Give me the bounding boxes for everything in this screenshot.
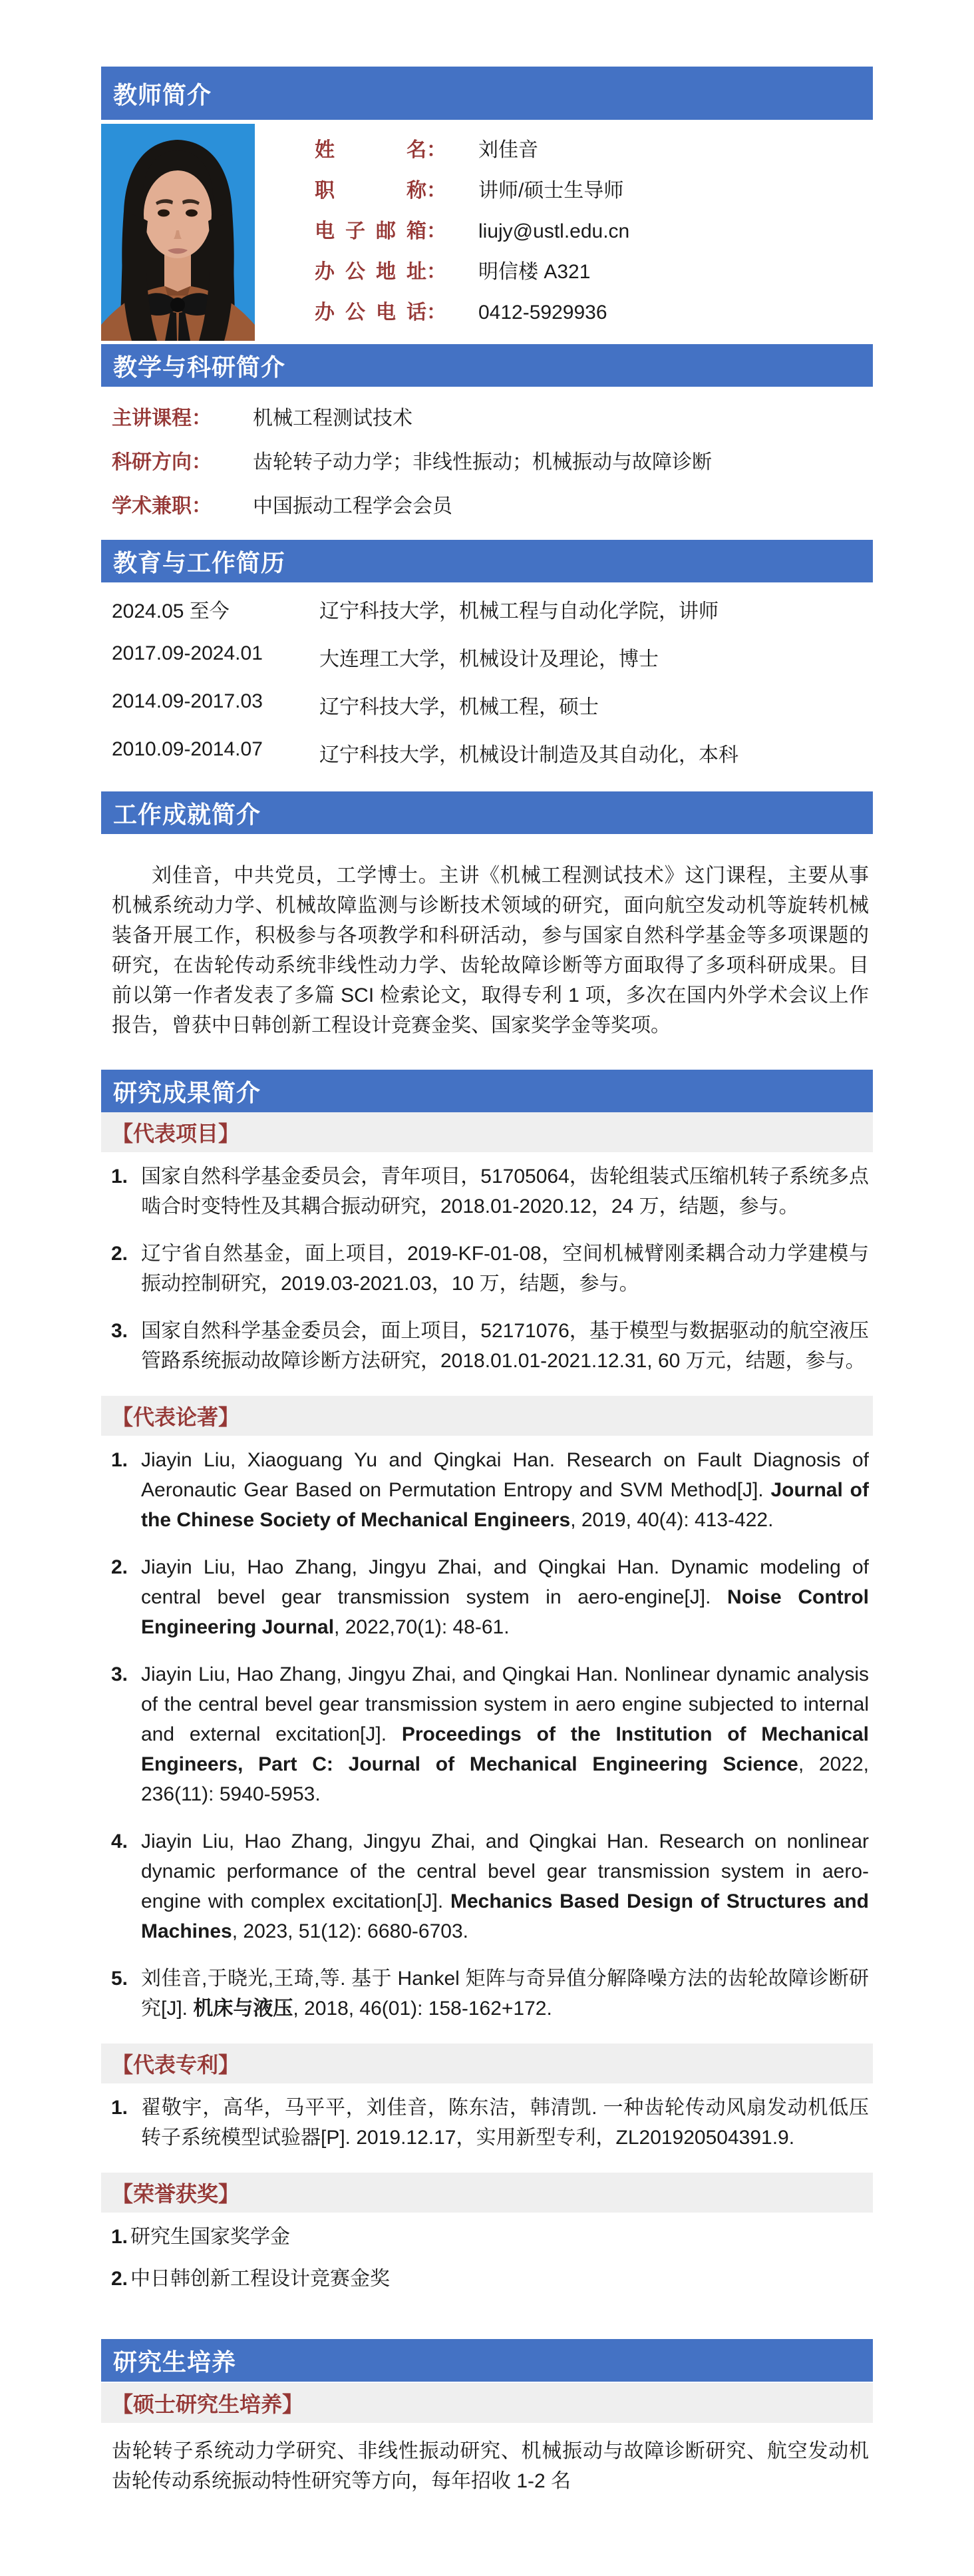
subsection-title-publications: 【代表论著】: [112, 1405, 240, 1429]
row-research-direction: [101, 445, 873, 475]
field-value-email: liujy@ustl.edu.cn: [478, 220, 630, 242]
list-item-text: 中日韩创新工程设计竞赛金奖: [130, 2268, 390, 2290]
section-title-teaching-research: 教学与科研简介: [113, 353, 286, 381]
list-item-text: 翟敬宇，高华，马平平，刘佳音，陈东洁，韩清凯. 一种齿轮传动风扇发动机低压转子系统模型试验器[P]. 2019.12.17，实用新型专利，ZL201920504391.9.: [141, 2097, 869, 2149]
field-label-phone: 办公电话：: [315, 302, 446, 323]
subsection-title-awards: 【荣誉获奖】: [112, 2182, 240, 2206]
section-header-teacher-profile: [101, 67, 873, 120]
list-item: [101, 1445, 873, 1535]
portrait-photo-graphic: [101, 124, 255, 341]
list-item-text: 刘佳音,于晓光,王琦,等. 基于 Hankel 矩阵与奇异值分解降噪方法的齿轮故障诊断研究[J]. 机床与液压, 2018, 46(01): 158-162+172.: [141, 1968, 869, 2020]
list-item: [101, 1826, 873, 1946]
profile-block: [101, 124, 873, 341]
education-period: 2017.09-2024.01: [112, 642, 263, 664]
section-header-education-history: [101, 540, 873, 582]
subsection-heading-patents: [101, 2043, 873, 2083]
list-item-number: 3.: [111, 1663, 128, 1685]
projects-list: [101, 1162, 873, 1396]
graduate-training-paragraph: 齿轮转子系统动力学研究、非线性振动研究、机械振动与故障诊断研究、航空发动机齿轮传动系统振动特性研究等方向，每年招收 1-2 名: [112, 2440, 869, 2492]
list-item-text: 国家自然科学基金委员会，面上项目，52171076，基于模型与数据驱动的航空液压管路系统振动故障诊断方法研究，2018.01.01-2021.12.31, 60 万元，结题，参与。: [141, 1320, 869, 1372]
list-item-text: 国家自然科学基金委员会，青年项目，51705064，齿轮组装式压缩机转子系统多点啮合时变特性及其耦合振动研究，2018.01-2020.12，24 万，结题，参与。: [141, 1166, 869, 1217]
list-item: [101, 1162, 873, 1221]
profile-field-name: [315, 133, 873, 162]
profile-field-email: [315, 214, 873, 244]
field-label-name: 姓名：: [315, 139, 446, 161]
patents-list: [101, 2093, 873, 2173]
value-academic-posts: 中国振动工程学会会员: [253, 495, 452, 517]
list-item-number: 2.: [111, 1556, 128, 1578]
education-detail: 辽宁科技大学，机械设计制造及其自动化，本科: [319, 744, 738, 766]
list-item: [101, 1316, 873, 1376]
education-row: [101, 738, 873, 767]
list-item-number: 3.: [111, 1320, 128, 1342]
subsection-title-projects: 【代表项目】: [112, 1122, 240, 1146]
field-label-email: 电子邮箱：: [315, 220, 446, 242]
education-rows: [101, 586, 873, 791]
section-title-teacher-profile: 教师简介: [113, 81, 212, 108]
portrait-photo: [101, 124, 255, 341]
field-label-office: 办公地址：: [315, 261, 446, 283]
profile-field-title: [315, 174, 873, 203]
list-item-number: 5.: [111, 1968, 128, 1990]
subsection-heading-master-training: [101, 2383, 873, 2423]
education-detail: 辽宁科技大学，机械工程，硕士: [319, 696, 599, 718]
education-detail: 辽宁科技大学，机械工程与自动化学院，讲师: [319, 600, 719, 622]
list-item-text: 研究生国家奖学金: [130, 2226, 290, 2248]
field-value-title: 讲师/硕士生导师: [478, 180, 624, 202]
field-value-name: 刘佳音: [478, 139, 538, 161]
profile-field-phone: [315, 296, 873, 325]
list-item: [101, 1239, 873, 1299]
list-item: [101, 2222, 873, 2252]
profile-fields: [315, 124, 873, 341]
row-academic-posts: [101, 489, 873, 519]
education-period: 2024.05 至今: [112, 600, 230, 622]
section-header-graduate-training: [101, 2339, 873, 2382]
section-title-education-history: 教育与工作简历: [113, 548, 286, 576]
list-item-number: 1.: [111, 1166, 128, 1187]
list-item-number: 4.: [111, 1830, 128, 1852]
list-item-text: Jiayin Liu, Hao Zhang, Jingyu Zhai, and Qingkai Han. Research on nonlinear dynamic performance of the central bevel gear transmission system in aero-engine with complex excitation[J]. Mechanics Based Design of Structures and Machines, 2023, 51(12): 6680-6703.: [141, 1830, 869, 1942]
list-item-number: 1.: [111, 1449, 128, 1471]
list-item: [101, 2264, 873, 2294]
list-item-number: 1.: [111, 2226, 128, 2248]
subsection-title-master-training: 【硕士研究生培养】: [112, 2392, 304, 2416]
publications-list: [101, 1445, 873, 2043]
page-content: [101, 0, 873, 2576]
field-label-title: 职称：: [315, 180, 446, 202]
work-achievements-paragraph: 刘佳音，中共党员，工学博士。主讲《机械工程测试技术》这门课程，主要从事机械系统动力学、机械故障监测与诊断技术领域的研究，面向航空发动机等旋转机械装备开展工作，积极参与各项教学和科研活动，参与国家自然科学基金等多项课题的研究，在齿轮传动系统非线性动力学、齿轮故障诊断等方面取得了多项科研成果。目前以第一作者发表了多篇 SCI 检索论文，取得专利 1 项，多次在国内外学术会议上作报告，曾获中日韩创新工程设计竞赛金奖、国家奖学金等奖项。: [112, 865, 869, 1036]
education-row: [101, 642, 873, 672]
teaching-rows: [101, 391, 873, 540]
education-period: 2010.09-2014.07: [112, 738, 263, 760]
value-research-direction: 齿轮转子动力学；非线性振动；机械振动与故障诊断: [253, 451, 712, 473]
list-item-text: 辽宁省自然基金，面上项目，2019-KF-01-08，空间机械臂刚柔耦合动力学建模与振动控制研究，2019.03-2021.03，10 万，结题，参与。: [141, 1243, 869, 1295]
label-courses: 主讲课程：: [112, 407, 212, 429]
label-academic-posts: 学术兼职：: [112, 495, 212, 517]
row-courses: [101, 401, 873, 431]
education-detail: 大连理工大学，机械设计及理论，博士: [319, 648, 659, 670]
list-item-text: Jiayin Liu, Hao Zhang, Jingyu Zhai, and Qingkai Han. Nonlinear dynamic analysis of the central bevel gear transmission system in aero engine subjected to internal and external excitation[J]. Proceedings of the Institution of Mechanical Engineers, Part C: Journal of Mechanical Engineering Science, 2022, 236(11): 5940-5953.: [141, 1663, 870, 1805]
section-header-work-achievements: [101, 791, 873, 834]
subsection-heading-awards: [101, 2173, 873, 2213]
list-item: [101, 1552, 873, 1642]
subsection-heading-projects: [101, 1112, 873, 1152]
field-value-phone: 0412-5929936: [478, 302, 607, 323]
education-period: 2014.09-2017.03: [112, 690, 263, 712]
list-item: [101, 1964, 873, 2024]
list-item-text: Jiayin Liu, Hao Zhang, Jingyu Zhai, and Qingkai Han. Dynamic modeling of central bevel gear transmission system in aero-engine[J]. Noise Control Engineering Journal, 2022,70(1): 48-61.: [141, 1556, 869, 1638]
field-value-office: 明信楼 A321: [478, 261, 591, 283]
section-header-teaching-research: [101, 344, 873, 387]
section-title-work-achievements: 工作成就简介: [113, 800, 261, 828]
section-title-research-results: 研究成果简介: [113, 1078, 261, 1106]
list-item-number: 2.: [111, 2268, 128, 2290]
list-item-text: Jiayin Liu, Xiaoguang Yu and Qingkai Han. Research on Fault Diagnosis of Aeronautic Gear Based on Permutation Entropy and SVM Method[J]. Journal of the Chinese Society of Mechanical Engineers, 2019, 40(4): 413-422.: [141, 1449, 869, 1531]
section-title-graduate-training: 研究生培养: [113, 2348, 237, 2376]
list-item: [101, 1659, 873, 1809]
label-research-direction: 科研方向：: [112, 451, 212, 473]
education-row: [101, 690, 873, 720]
awards-list: [101, 2222, 873, 2308]
profile-field-office: [315, 255, 873, 284]
list-item-number: 2.: [111, 1243, 128, 1265]
section-header-research-results: [101, 1070, 873, 1112]
value-courses: 机械工程测试技术: [253, 407, 412, 429]
subsection-heading-publications: [101, 1396, 873, 1436]
education-row: [101, 594, 873, 624]
subsection-title-patents: 【代表专利】: [112, 2053, 240, 2077]
list-item-number: 1.: [111, 2097, 128, 2119]
list-item: [101, 2093, 873, 2153]
